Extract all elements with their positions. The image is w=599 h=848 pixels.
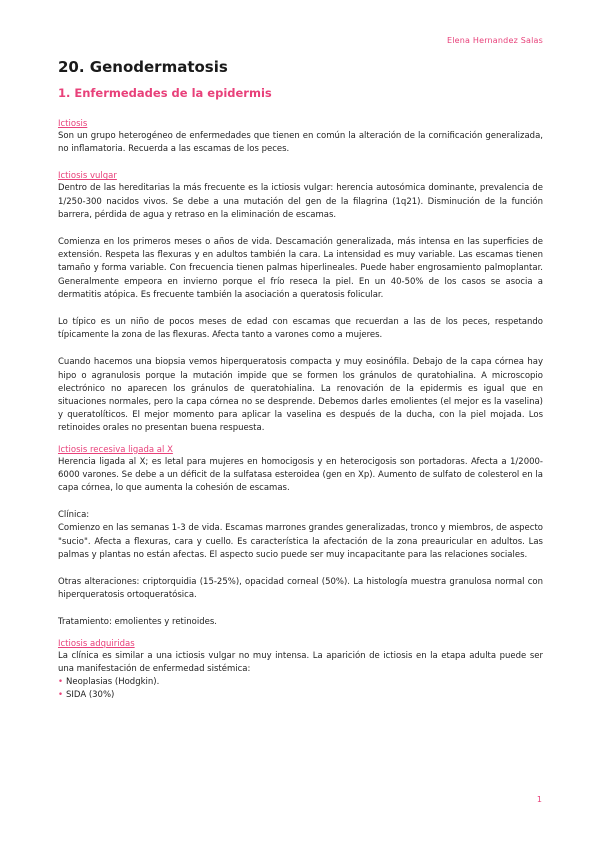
bullet-icon: • xyxy=(58,690,64,701)
paragraph: Tratamiento: emolientes y retinoides. xyxy=(58,617,217,628)
paragraph: Dentro de las hereditarias la más frecuente es la ictiosis vulgar: herencia autosómica dominante, prevalencia de 1/250-300 nacidos vivos. Se debe a una mutación del gen de la filagrina (1q21). Disminución de la función barrera, pérdida de agua y retraso en la eliminación de escamas. xyxy=(58,183,543,220)
ictiosis-vulgar-heading: Ictiosis vulgar xyxy=(58,171,117,182)
page-number: 1 xyxy=(536,795,542,804)
paragraph: Comienzo en las semanas 1-3 de vida. Escamas marrones grandes generalizadas, tronco y miembros, de aspecto "sucio". Afecta a flexuras, cara y cuello. Es característica la afectación de la zona preauricular en adultos. Las palmas y plantas no están afectas. El aspecto sucio puede ser muy incapacitante para las relaciones sociales. xyxy=(58,523,543,560)
paragraph: Comienza en los primeros meses o años de vida. Descamación generalizada, más intensa en las superficies de extensión. Respeta las flexuras y en adultos también la cara. La intensidad es muy variable. Las escamas tienen tamaño y forma variable. Con frecuencia tienen palmas hiperlineales. Puede haber engrosamiento palmoplantar. Generalmente empeora en invierno porque el frío reseca la piel. En un 40-50% de los casos se asocia a dermatitis atópica. Es frecuente también la asociación a queratosis folicular. xyxy=(58,237,543,300)
ictiosis-heading: Ictiosis xyxy=(58,119,88,129)
paragraph: Cuando hacemos una biopsia vemos hiperqueratosis compacta y muy eosinófila. Debajo de la capa córnea hay hipo o agranulosis porque la mutación impide que se formen los gránulos de quratohialina. A microscopio electrónico no aparecen los gránulos de queratohialina. La renovación de la epidermis es igual que en situaciones normales, pero la capa córnea no se desprende. Debemos darles emolientes (el mejor es la vaselina) y queratolíticos. El mejor momento para aplicar la vaselina es después de la ducha, con la piel mojada. Los retinoides orales no presentan buena respuesta. xyxy=(58,357,543,434)
ictiosis-adquiridas-block xyxy=(58,638,543,703)
ictiosis-adquiridas-heading: Ictiosis adquiridas xyxy=(58,638,135,649)
paragraph: Otras alteraciones: criptorquidia (15-25%), opacidad corneal (50%). La histología muestra granulosa normal con hiperqueratosis ortoqueratósica. xyxy=(58,577,543,601)
paragraph: Herencia ligada al X; es letal para mujeres en homocigosis y en heterocigosis son portadoras. Afecta a 1/2000-6000 varones. Se debe a un déficit de la sulfatasa esteroidea (gen en Xp). Aumento de sulfato de colesterol en la capa córnea, lo que aumenta la cohesión de escamas. xyxy=(58,456,543,494)
list-item: • Neoplasias (Hodgkin). xyxy=(58,677,160,688)
list-item: • SIDA (30%) xyxy=(58,690,115,701)
section-title: 1. Enfermedades de la epidermis xyxy=(58,86,272,100)
author-header: Elena Hernandez Salas xyxy=(446,36,543,45)
paragraph: Son un grupo heterogéneo de enfermedades que tienen en común la alteración de la cornificación generalizada, no inflamatoria. Recuerda a las escamas de los peces. xyxy=(58,131,543,155)
paragraph: Lo típico es un niño de pocos meses de edad con escamas que recuerdan a las de los peces, respetando típicamente la zona de las flexuras. Afecta tanto a varones como a mujeres. xyxy=(58,317,543,341)
ictiosis-block xyxy=(58,118,543,156)
clinica-label: Clínica: xyxy=(58,510,90,521)
chapter-title: 20. Genodermatosis xyxy=(58,58,228,76)
bullet-list xyxy=(58,676,543,702)
ictiosis-recesiva-block xyxy=(58,444,543,630)
bullet-icon: • xyxy=(58,677,64,688)
ictiosis-recesiva-heading: Ictiosis recesiva ligada al X xyxy=(58,444,173,455)
page-content xyxy=(58,58,543,703)
ictiosis-vulgar-block xyxy=(58,170,543,435)
paragraph: La clínica es similar a una ictiosis vulgar no muy intensa. La aparición de ictiosis en la etapa adulta puede ser una manifestación de enfermedad sistémica: xyxy=(58,650,543,674)
